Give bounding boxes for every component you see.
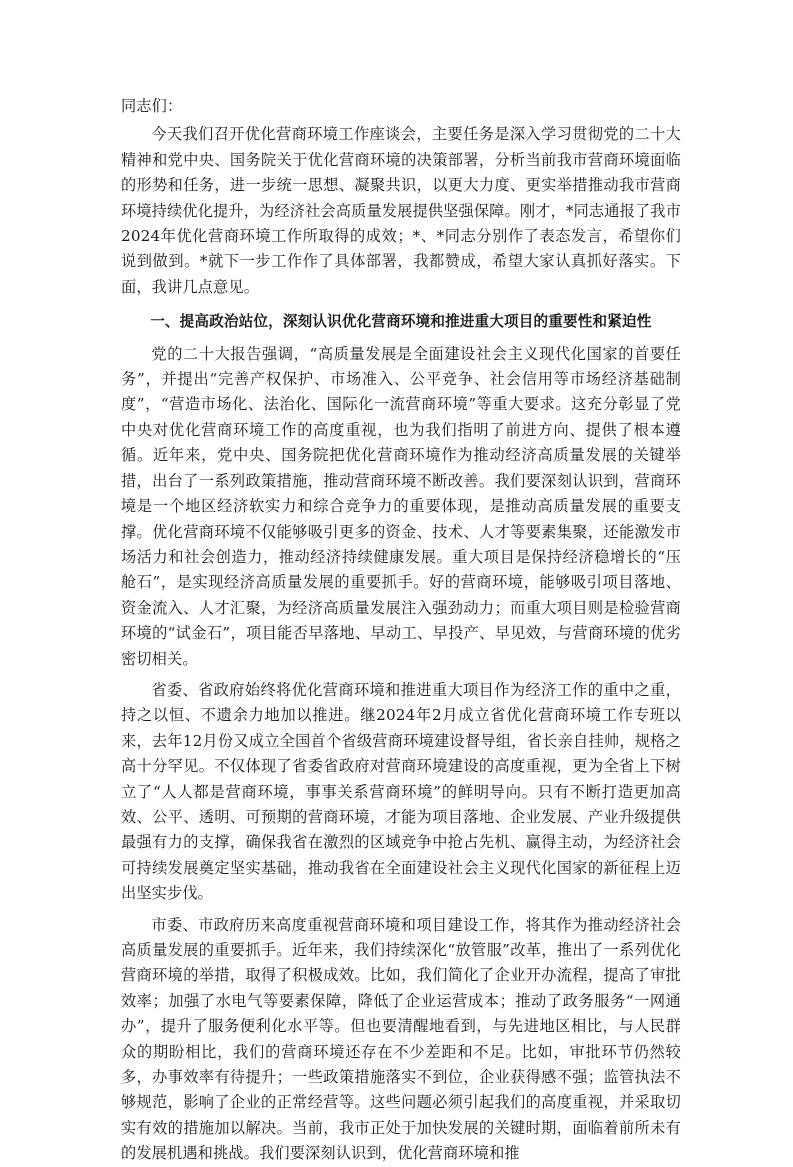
body-paragraph-3: 市委、市政府历来高度重视营商环境和项目建设工作，将其作为推动经济社会高质量发展的重要抓手。近年来，我们持续深化“放管服”改革，推出了一系列优化营商环境的举措，取得了积极成效。比如，我们简化了企业开办流程，提高了审批效率；加强了水电气等要素保障，降低了企业运营成本；推动了政务服务“一网通办”，提升了服务便利化水平等。但也要清醒地看到，与先进地区相比，与人民群众的期盼相比，我们的营商环境还存在不少差距和不足。比如，审批环节仍然较多，办事效率有待提升；一些政策措施落实不到位，企业获得感不强；监管执法不够规范，影响了企业的正常经营等。这些问题必须引起我们的高度重视，并采取切实有效的措施加以解决。当前，我市正处于加快发展的关键时期，面临着前所未有的发展机遇和挑战。我们要深刻认识到，优化营商环境和推 [121, 915, 681, 1163]
section-heading-1: 一、提高政治站位，深刻认识优化营商环境和推进重大项目的重要性和紧迫性 [150, 313, 652, 331]
salutation: 同志们： [121, 97, 183, 115]
intro-paragraph: 今天我们召开优化营商环境工作座谈会，主要任务是深入学习贯彻党的二十大精神和党中央、国务院关于优化营商环境的决策部署，分析当前我市营商环境面临的形势和任务，进一步统一思想、凝聚共识，以更大力度、更实举措推动我市营商环境持续优化提升，为经济社会高质量发展提供坚强保障。刚才，*同志通报了我市2024年优化营商环境工作所取得的成效；*、*同志分别作了表态发言，希望你们说到做到。*就下一步工作作了具体部署，我都赞成，希望大家认真抓好落实。下面，我讲几点意见。 [121, 125, 681, 296]
body-paragraph-1: 党的二十大报告强调，“高质量发展是全面建设社会主义现代化国家的首要任务”，并提出“完善产权保护、市场准入、公平竞争、社会信用等市场经济基础制度”，“营造市场化、法治化、国际化一流营商环境”等重大要求。这充分彰显了党中央对优化营商环境工作的高度重视，也为我们指明了前进方向、提供了根本遵循。近年来，党中央、国务院把优化营商环境作为推动经济高质量发展的关键举措，出台了一系列政策措施，推动营商环境不断改善。我们要深刻认识到，营商环境是一个地区经济软实力和综合竞争力的重要体现，是推动高质量发展的重要支撑。优化营商环境不仅能够吸引更多的资金、技术、人才等要素集聚，还能激发市场活力和社会创造力，推动经济持续健康发展。重大项目是保持经济稳增长的“压舱石”，是实现经济高质量发展的重要抓手。好的营商环境，能够吸引项目落地、资金流入、人才汇聚，为经济高质量发展注入强劲动力；而重大项目则是检验营商环境的“试金石”，项目能否早落地、早动工、早投产、早见效，与营商环境的优劣密切相关。 [121, 344, 681, 668]
body-paragraph-2: 省委、省政府始终将优化营商环境和推进重大项目作为经济工作的重中之重，持之以恒、不遗余力地加以推进。继2024年2月成立省优化营商环境工作专班以来，去年12月份又成立全国首个省级营商环境建设督导组，省长亲自挂帅，规格之高十分罕见。不仅体现了省委省政府对营商环境建设的高度重视，更为全省上下树立了“人人都是营商环境，事事关系营商环境”的鲜明导向。只有不断打造更加高效、公平、透明、可预期的营商环境，才能为项目落地、企业发展、产业升级提供最强有力的支撑，确保我省在激烈的区域竞争中抢占先机、赢得主动，为经济社会可持续发展奠定坚实基础，推动我省在全面建设社会主义现代化国家的新征程上迈出坚实步伐。 [121, 680, 681, 903]
document-page [121, 94, 681, 1167]
